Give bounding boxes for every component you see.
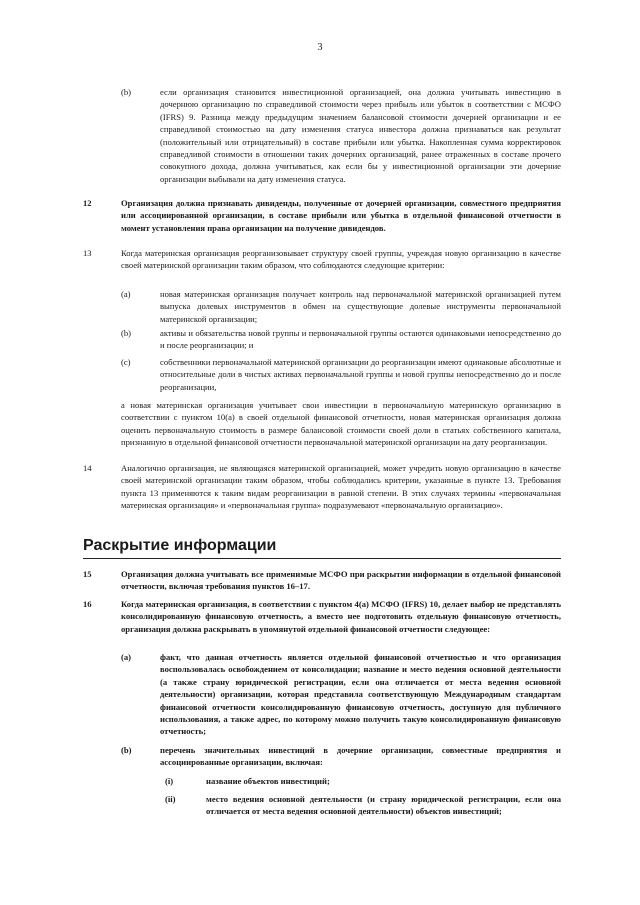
page-number: 3 bbox=[317, 42, 323, 53]
item-label: (a) bbox=[121, 289, 131, 299]
paragraph-number: 13 bbox=[83, 248, 92, 258]
item-label: (b) bbox=[121, 745, 132, 755]
paragraph-number: 12 bbox=[83, 198, 92, 208]
item-label: (c) bbox=[121, 357, 131, 367]
list-item-text: активы и обязательства новой группы и первоначальной группы остаются одинаковыми непосредственно до и после реорганизации; и bbox=[160, 328, 561, 351]
paragraph-text: а новая материнская организация учитывает свои инвестиции в первоначальную материнскую организацию в соответствии с пунктом 10(а) в своей отдельной финансовой отчетности, новая материнская организация должна оценить первоначальную стоимость в размере балансовой стоимости своей доли в статьях собственного капитала, признанную в отдельной финансовой отчетности первоначальной материнской организации на дату реорганизации. bbox=[121, 400, 561, 448]
paragraph-text: Организация должна признавать дивиденды, полученные от дочерней организации, совместного предприятия или ассоциированной организации, в составе прибыли или убытка в отдельной финансовой отчетности в момент установления права организации на получение дивидендов. bbox=[121, 198, 561, 233]
paragraph-text: Организация должна учитывать все применимые МСФО при раскрытии информации в отдельной финансовой отчетности, включая требования пунктов 16–17. bbox=[121, 569, 561, 592]
sub-item-label: (i) bbox=[165, 776, 174, 786]
paragraph-text: Когда материнская организация, в соответствии с пунктом 4(а) МСФО (IFRS) 10, делает выбор не представлять консолидированную финансовую отчетность, а вместо нее подготовить отдельную финансовую отчетность, организация должна раскрывать в упомянутой отдельной финансовой отчетности следующее: bbox=[121, 599, 561, 634]
list-item-text: перечень значительных инвестиций в дочерние организации, совместные предприятия и ассоциированные организации, включая: bbox=[160, 745, 561, 768]
item-label: (b) bbox=[121, 328, 132, 338]
list-item-text: собственники первоначальной материнской организации до реорганизации имеют одинаковые абсолютные и относительные доли в чистых активах первоначальной группы и новой группы непосредственно до и после реорганизации, bbox=[160, 357, 561, 392]
item-label: (a) bbox=[121, 652, 132, 662]
paragraph-number: 16 bbox=[83, 599, 92, 609]
paragraph-number: 14 bbox=[83, 463, 92, 473]
sub-item-text: место ведения основной деятельности (и страну юридической регистрации, если она отличается от места ведения основной деятельности) объектов инвестиций; bbox=[206, 794, 561, 817]
sub-item-label: (ii) bbox=[165, 794, 176, 804]
heading-rule bbox=[83, 558, 561, 559]
paragraph-text: Аналогично организация, не являющаяся материнской организацией, может учредить новую организацию в качестве своей материнской организации таким образом, чтобы соблюдались критерии, указанные в пункте 13. Требования пункта 13 применяются к таким видам реорганизации в равной степени. В этих случаях термины «первоначальная материнская организация» и «первоначальная группа» подразумевают «первоначальную организацию». bbox=[121, 463, 561, 511]
sub-item-text: название объектов инвестиций; bbox=[206, 776, 330, 786]
item-label: (b) bbox=[121, 87, 132, 97]
section-heading: Раскрытие информации bbox=[83, 537, 277, 554]
list-item-text: новая материнская организация получает контроль над первоначальной материнской организацией путем выпуска долевых инструментов в обмен на существующие долевые инструменты первоначальной материнской организации; bbox=[160, 289, 561, 324]
paragraph-text: Когда материнская организация реорганизовывает структуру своей группы, учреждая новую организацию в качестве своей материнской организации таким образом, что соблюдаются следующие критерии: bbox=[121, 248, 561, 271]
list-item-text: факт, что данная отчетность является отдельной финансовой отчетностью и что организация воспользовалась освобождением от консолидации; название и место ведения основной деятельности (а также страну юридической регистрации, если она отличается от места ведения основной деятельности) организации, которая представила соответствующую Международным стандартам финансовой отчетности консолидированную финансовую отчетность, доступную для публичного использования, а также адрес, по которому можно получить такую консолидированную финансовую отчетность; bbox=[160, 652, 561, 737]
paragraph-text: если организация становится инвестиционной организацией, она должна учитывать инвестицию в дочернюю организацию по справедливой стоимости через прибыль или убыток в соответствии с МСФО (IFRS) 9. Разница между предыдущим значением балансовой стоимости дочерней организации и ее справедливой стоимостью на дату изменения статуса инвестора должна признаваться как результат (положительный или отрицательный) в составе прибыли или убытка. Накопленная сумма корректировок справедливой стоимости в отношении таких дочерних организаций, ранее отраженных в составе прочего совокупного дохода, должна учитываться, как если бы у инвестиционной организации эти дочерние организации выбывали на дату изменения статуса. bbox=[160, 87, 561, 184]
paragraph-number: 15 bbox=[83, 569, 92, 579]
